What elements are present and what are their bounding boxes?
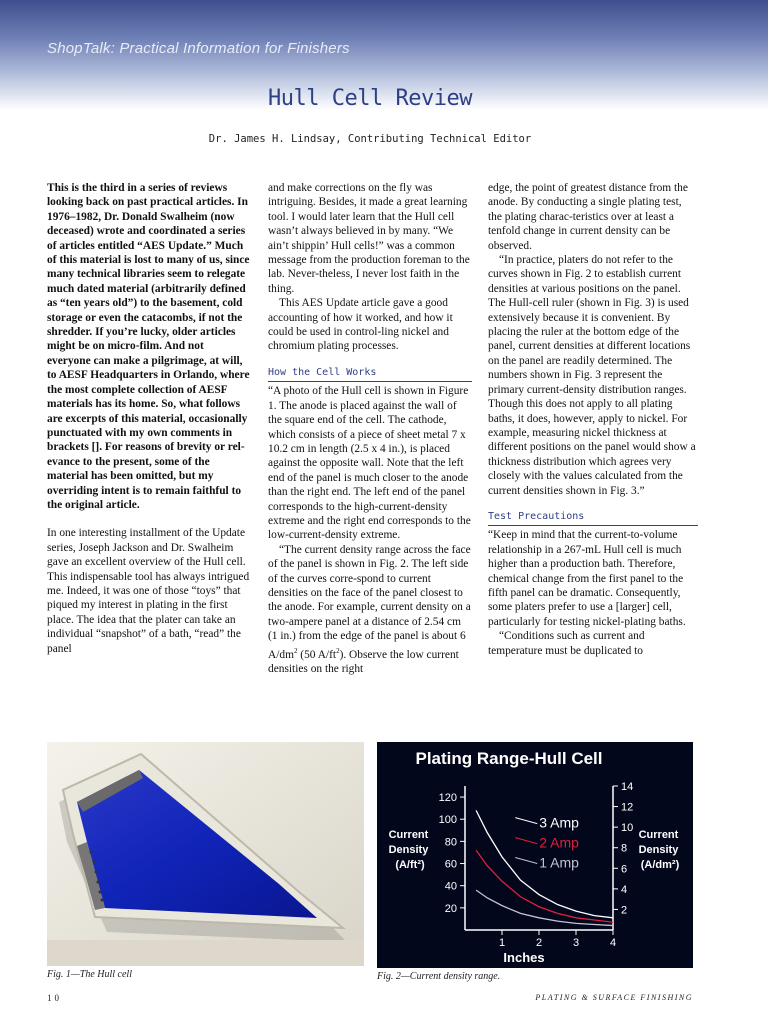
body-paragraph: “Keep in mind that the current-to-volume relationship in a 267-mL Hull cell is much higher than a production bath. Therefore, chemical change from the first panel to the fifth panel can be dramatic. Consequently, some platers prefer to use a [larger] cell, particularly for testing nickel-plating baths. bbox=[488, 529, 686, 628]
right-axis-label: Current Density (A/dm²) bbox=[638, 829, 680, 871]
body-paragraph: edge, the point of greatest distance from the anode. By conducting a single plating test, the plating charac-teristics over at least a tenfold change in current density can be observed. bbox=[488, 182, 688, 252]
right-tick-label: 6 bbox=[621, 863, 628, 876]
left-axis-label: Current Density (A/ft²) bbox=[388, 829, 429, 871]
series-label: 2 Amp bbox=[539, 834, 579, 851]
left-tick-label: 60 bbox=[444, 858, 457, 871]
subheading-test-precautions: Test Precautions bbox=[488, 510, 698, 526]
x-tick-label: 3 bbox=[572, 937, 580, 949]
figure-2-caption: Fig. 2—Current density range. bbox=[377, 971, 501, 982]
journal-name: PLATING & SURFACE FINISHING bbox=[535, 993, 693, 1002]
chart-title: Plating Range-Hull Cell bbox=[415, 749, 603, 768]
right-tick-label: 14 bbox=[621, 781, 634, 793]
hull-cell-photo bbox=[47, 742, 364, 966]
superscript: 2 bbox=[336, 646, 340, 655]
figure-1-caption: Fig. 1—The Hull cell bbox=[47, 969, 132, 980]
x-tick-label: 2 bbox=[535, 937, 543, 949]
body-paragraph: In one interesting installment of the Update series, Joseph Jackson and Dr. Swalheim gave an excellent overview of the Hull cell. This indispensable tool has always intrigued me. Indeed, it was one of those “toys” that piqued my interest in plating in the first place. The idea that the plater can take an individual “snapshot” of a bath, “read” the panel bbox=[47, 527, 250, 655]
x-axis-label: Inches bbox=[503, 950, 545, 965]
article-title: Hull Cell Review bbox=[268, 86, 472, 111]
series-label: 1 Amp bbox=[539, 854, 579, 871]
subheading-how-cell-works: How the Cell Works bbox=[268, 366, 472, 382]
right-tick-label: 10 bbox=[621, 822, 634, 835]
column-2 bbox=[268, 181, 472, 676]
right-tick-label: 12 bbox=[621, 801, 634, 814]
right-tick-label: 4 bbox=[621, 883, 628, 896]
body-paragraph: “Conditions such as current and temperature must be duplicated to bbox=[488, 630, 645, 657]
x-tick-label: 4 bbox=[609, 937, 617, 949]
x-tick-label: 1 bbox=[498, 937, 506, 949]
body-paragraph: “A photo of the Hull cell is shown in Figure 1. The anode is placed against the wall of the square end of the cell. The cathode, which consists of a piece of sheet metal 7 x 10.2 cm in length (2.5 x 4 in.), is placed against the opposite wall. Note that the left end of the panel is much closer to the anode than the right end. The left end of the panel corresponds to the high-current-density extreme and the right end corresponds to the low-current-density extreme. bbox=[268, 385, 471, 542]
body-paragraph: This AES Update article gave a good accounting of how it worked, and how it could be used in control-ling nickel and chromium plating processes. bbox=[268, 297, 453, 353]
intro-paragraph: This is the third in a series of reviews looking back on past practical articles. In 1976–1982, Dr. Donald Swalheim (now deceased) wrote and coordinated a series of articles entitled “AES Update.” Much of this material is lost to many of us, since many technical libraries seem to relegate much dated material (arbitrarily defined as “ten years old”) to the basement, cold storage or even the catacombs, if not the shredder. If you’re lucky, older articles might be on micro-film. And not everyone can make a pilgrimage, at will, to AESF Headquarters in Orlando, where the most complete collection of AESF materials has its home. So, what follows are excerpts of this material, occasionally punctuated with my own comments in brackets []. For reasons of brevity or rel-evance to the present, some of the material has been omitted, but my overriding intent is to remain faithful to the original article. bbox=[47, 182, 250, 511]
column-3 bbox=[488, 181, 698, 658]
left-tick-label: 20 bbox=[444, 902, 457, 915]
right-tick-label: 8 bbox=[621, 842, 628, 855]
current-density-chart bbox=[377, 742, 693, 968]
body-paragraph: and make corrections on the fly was intriguing. Besides, it made a great learning tool. I would later learn that the Hull cell wasn’t always believed in by many. “We ain’t shippin’ Hull cells!” was a common message from the production foreman to the lab. Never-theless, I never lost faith in the thing. bbox=[268, 182, 470, 295]
left-tick-label: 80 bbox=[444, 836, 457, 849]
body-paragraph: “In practice, platers do not refer to the curves shown in Fig. 2 to establish current densities at various positions on the panel. The Hull-cell ruler (shown in Fig. 3) is used extensively because it is convenient. By placing the ruler at the bottom edge of the panel, current densities at different locations on the panel are readily determined. The numbers shown in Fig. 3 represent the primary current-density distribution ranges. Though this does not apply to all plating baths, it does, however, apply to nickel. For example, measuring nickel thickness at different positions on the panel would show a thickness distribution which agrees very closely with the values calculated from the current densities shown in Fig. 3.” bbox=[488, 254, 696, 497]
page-number: 10 bbox=[47, 993, 62, 1003]
running-head: ShopTalk: Practical Information for Finishers bbox=[47, 40, 350, 57]
body-paragraph: “The current density range across the face of the panel is shown in Fig. 2. The left side of the curves corre-spond to current densities on the face of the panel closest to the anode. For example, current density on a two-ampere panel at a distance of 2.54 cm (1 in.) from the edge of the panel is about 6 $A/dm^2$ (50 $A/ft^2$). Observe the low current densities on the right bbox=[268, 543, 471, 675]
column-1 bbox=[47, 181, 250, 656]
author-line: Dr. James H. Lindsay, Contributing Technical Editor bbox=[208, 133, 532, 145]
left-tick-label: 100 bbox=[438, 814, 457, 827]
right-tick-label: 2 bbox=[621, 904, 628, 917]
superscript: 2 bbox=[293, 646, 298, 655]
left-tick-label: 120 bbox=[438, 792, 457, 805]
series-label: 3 Amp bbox=[539, 814, 579, 831]
left-tick-label: 40 bbox=[444, 880, 457, 893]
